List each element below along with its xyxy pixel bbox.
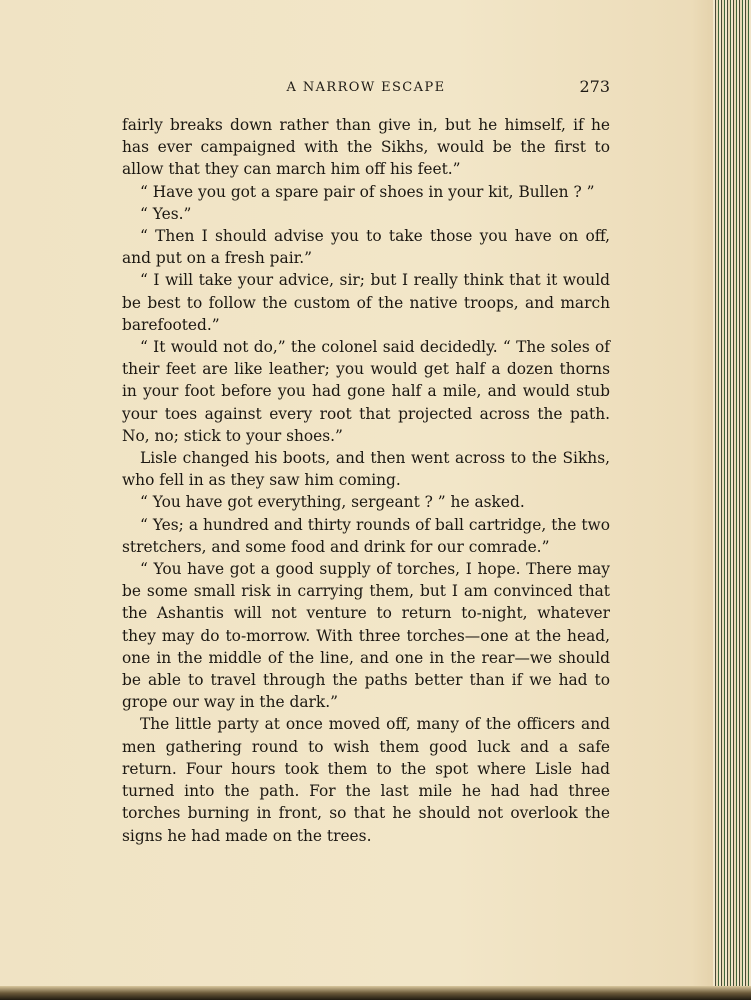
paragraph: Lisle changed his boots, and then went across to the Sikhs, who fell in as they saw him coming. xyxy=(122,449,610,490)
body-text xyxy=(122,114,610,847)
page-number: 273 xyxy=(579,77,610,96)
paragraph: The little party at once moved off, many of the officers and men gathering round to wish them good luck and a safe return. Four hours took them to the spot where Lisle had turned into the path. For the last mile he had had three torches burning in front, so that he should not overlook the signs he had made on the trees. xyxy=(122,715,610,845)
paragraph: “ Have you got a spare pair of shoes in your kit, Bullen ? ” xyxy=(140,182,595,201)
paragraph: “ You have got a good supply of torches, I hope. There may be some small risk in carrying them, but I am convinced that the Ashantis will not venture to return to-night, whatever they may do to-morrow. With three torches—one at the head, one in the middle of the line, and one in the rear—we should be able to travel through the paths better than if we had to grope our way in the dark.” xyxy=(122,560,610,712)
paragraph: “ It would not do,” the colonel said decidedly. “ The soles of their feet are like leather; you would get half a dozen thorns in your foot before you had gone half a mile, and would stub your toes against every root that projected across the path. No, no; stick to your shoes.” xyxy=(122,338,610,445)
page-bottom-edge xyxy=(0,986,751,1000)
page-header xyxy=(122,77,610,99)
paragraph: “ Then I should advise you to take those you have on off, and put on a fresh pair.” xyxy=(122,227,610,268)
paragraph: “ Yes; a hundred and thirty rounds of ball cartridge, the two stretchers, and some food and drink for our comrade.” xyxy=(122,515,610,556)
paragraph: “ Yes.” xyxy=(140,204,192,223)
running-title: A NARROW ESCAPE xyxy=(286,80,446,95)
page-edge-stack xyxy=(713,0,751,1000)
paragraph: “ You have got everything, sergeant ? ” he asked. xyxy=(140,493,525,512)
paragraph: fairly breaks down rather than give in, but he himself, if he has ever campaigned with the Sikhs, would be the first to allow that they can march him off his feet.” xyxy=(122,116,610,179)
paragraph: “ I will take your advice, sir; but I really think that it would be best to follow the custom of the native troops, and march barefooted.” xyxy=(122,271,610,334)
